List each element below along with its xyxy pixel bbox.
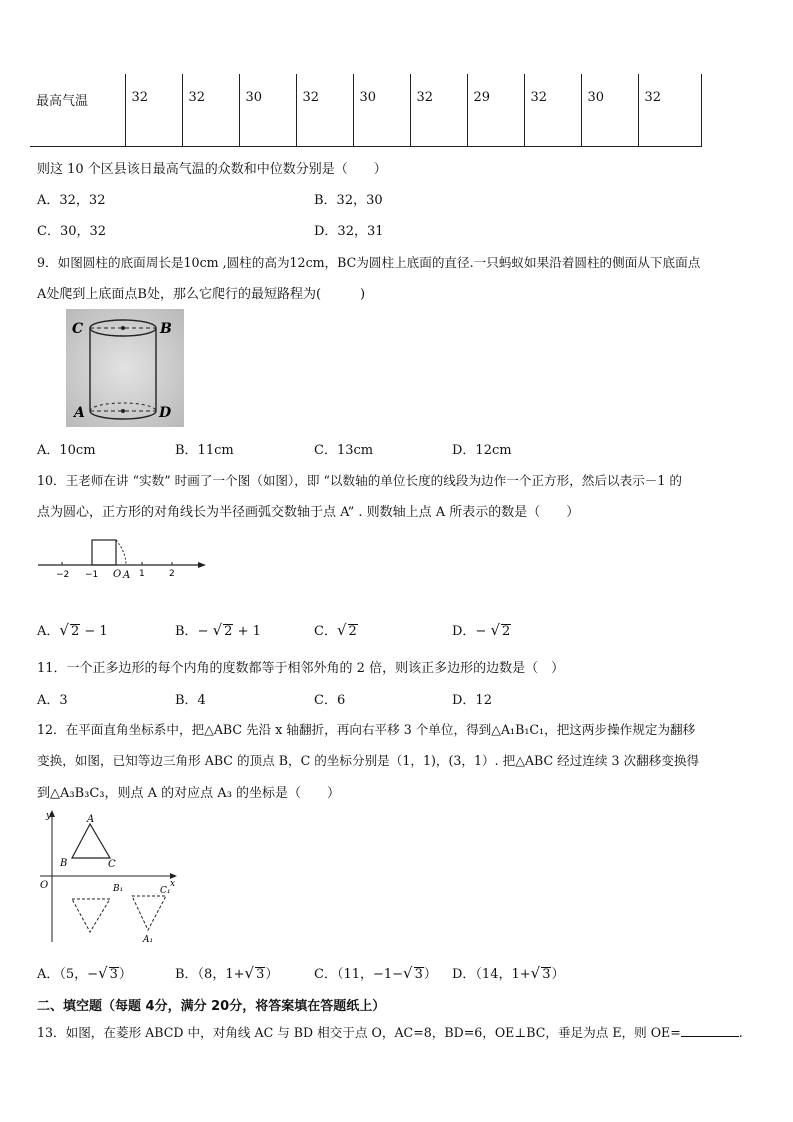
label-a1: A₁ (143, 935, 154, 945)
q12-line1: 12．在平面直角坐标系中，把△ABC 先沿 x 轴翻折，再向右平移 3 个单位，得到△A₁B₁C₁，把这两步操作规定为翻移 (37, 722, 696, 737)
q12-option-c (314, 963, 437, 982)
option-post: ） (265, 967, 279, 982)
q9-line1: 9．如图圆柱的底面周长是10cm ,圆柱的高为12cm，BC为圆柱上底面的直径.一只蚂蚁如果沿着圆柱的侧面从下底面点 (37, 255, 701, 270)
table-cell: 30 (353, 74, 410, 146)
q11-stem: 11．一个正多边形的每个内角的度数都等于相邻外角的 2 倍，则该正多边形的边数是（ ） (37, 661, 565, 676)
q10-option-b (175, 620, 261, 639)
label-b1: B₁ (113, 884, 124, 894)
axis-label-o: O (113, 569, 122, 580)
option-pre: − (197, 624, 213, 639)
option-post: ） (423, 967, 437, 982)
q11-option-a: A．3 (37, 693, 68, 708)
table-cell: 32 (182, 74, 239, 146)
answer-blank[interactable] (681, 1024, 739, 1037)
table-cell: 32 (638, 74, 701, 146)
cylinder-drawing (66, 309, 184, 427)
radical-sign: √ (336, 621, 347, 639)
option-letter: D． (452, 624, 476, 639)
q8-option-a: A．32，32 (37, 193, 106, 208)
option-post: ） (551, 967, 565, 982)
q9-line2: A处爬到上底面点B处，那么它爬行的最短路程为( ) (37, 287, 366, 302)
option-post: ） (118, 967, 132, 982)
temperature-table (30, 74, 702, 147)
option-post: + 1 (233, 624, 261, 639)
radicand: 3 (414, 967, 423, 982)
q9-option-d: D．12cm (452, 443, 512, 458)
coordinate-drawing (36, 808, 182, 946)
q13-tail: . (738, 1025, 743, 1040)
label-x: x (170, 879, 176, 889)
radical-sign: √ (530, 964, 541, 982)
q12-line3: 到△A₃B₃C₃，则点 A 的对应点 A₃ 的坐标是（ ） (37, 786, 341, 801)
q8-option-b: B．32，30 (314, 193, 383, 208)
table-cell: 30 (581, 74, 638, 146)
table-cell: 32 (410, 74, 467, 146)
axis-label-1: 1 (139, 569, 145, 579)
radicand: 2 (70, 624, 80, 639)
q8-option-d: D．32，31 (314, 224, 384, 239)
cylinder-figure (66, 309, 184, 427)
coordinate-figure (36, 808, 182, 946)
q11-option-c: C．6 (314, 693, 346, 708)
option-letter: A． (37, 624, 60, 639)
radical-sign: √ (212, 621, 223, 639)
label-c: C (108, 859, 116, 870)
label-d: D (159, 405, 172, 421)
q9-option-a: A．10cm (37, 443, 96, 458)
radical-sign: √ (403, 964, 413, 982)
q9-option-b: B．11cm (175, 443, 234, 458)
table-cell: 32 (125, 74, 182, 146)
radicand: 2 (224, 624, 233, 639)
axis-label-2: 2 (169, 569, 175, 579)
option-pre: D．（14，1+ (452, 967, 531, 982)
label-b: B (60, 858, 68, 869)
number-line-drawing (34, 532, 208, 582)
radicand: 3 (256, 967, 265, 982)
q8-option-c: C．30，32 (37, 224, 107, 239)
option-pre: A．（5，− (37, 967, 99, 982)
label-y: y (46, 811, 52, 821)
radicand: 2 (348, 624, 357, 639)
option-pre: B．（8，1+ (175, 967, 245, 982)
radicand: 2 (502, 624, 511, 639)
radicand: 3 (109, 967, 118, 982)
table-cell: 30 (239, 74, 296, 146)
table-cell: 32 (524, 74, 581, 146)
q10-option-c (314, 620, 358, 639)
table-cell: 32 (296, 74, 353, 146)
table-cell: 29 (467, 74, 524, 146)
q8-stem: 则这 10 个区县该日最高气温的众数和中位数分别是（ ） (37, 162, 387, 177)
q13-stem: 13．如图，在菱形 ABCD 中，对角线 AC 与 BD 相交于点 O，AC=8，BD=6，OE⊥BC，垂足为点 E，则 OE= (37, 1025, 681, 1040)
q13-stem-line (37, 1022, 743, 1041)
label-c1: C₁ (160, 886, 171, 896)
q12-option-a (37, 963, 132, 982)
radical-sign: √ (244, 964, 255, 982)
axis-label-neg1: −1 (85, 570, 99, 580)
option-letter: C． (314, 624, 337, 639)
option-pre: − (475, 624, 491, 639)
q9-option-c: C．13cm (314, 443, 374, 458)
label-origin: O (40, 880, 49, 891)
table-row (30, 74, 701, 146)
q12-option-b (175, 963, 278, 982)
radical-sign: √ (59, 621, 69, 639)
q12-option-d (452, 963, 565, 982)
q10-option-a (37, 620, 108, 639)
axis-label-a: A (123, 570, 131, 581)
option-letter: B． (175, 624, 198, 639)
label-c: C (72, 321, 84, 337)
radical-sign: √ (98, 964, 108, 982)
label-a: A (74, 405, 85, 421)
radicand: 3 (542, 967, 551, 982)
label-b: B (160, 321, 172, 337)
table-row-label: 最高气温 (30, 74, 125, 146)
q10-line1: 10．王老师在讲 “实数” 时画了一个图（如图），即 “以数轴的单位长度的线段为边作一个正方形，然后以表示－1 的 (37, 473, 682, 488)
radical-sign: √ (490, 621, 501, 639)
q12-line2: 变换，如图，已知等边三角形 ABC 的顶点 B，C 的坐标分别是（1，1)，(3，1）. 把△ABC 经过连续 3 次翻移变换得 (37, 753, 700, 768)
q11-option-d: D．12 (452, 693, 492, 708)
section-heading: 二、填空题（每题 4分，满分 20分，将答案填在答题纸上） (37, 999, 386, 1014)
q10-option-d (452, 620, 511, 639)
option-pre: C．（11，−1− (314, 967, 404, 982)
label-a: A (87, 814, 95, 825)
q10-line2: 点为圆心，正方形的对角线长为半径画弧交数轴于点 A” . 则数轴上点 A 所表示的数是（ ） (37, 505, 580, 520)
option-post: − 1 (80, 624, 108, 639)
q11-option-b: B．4 (175, 693, 206, 708)
axis-label-neg2: −2 (56, 570, 70, 580)
number-line-figure (34, 532, 208, 582)
